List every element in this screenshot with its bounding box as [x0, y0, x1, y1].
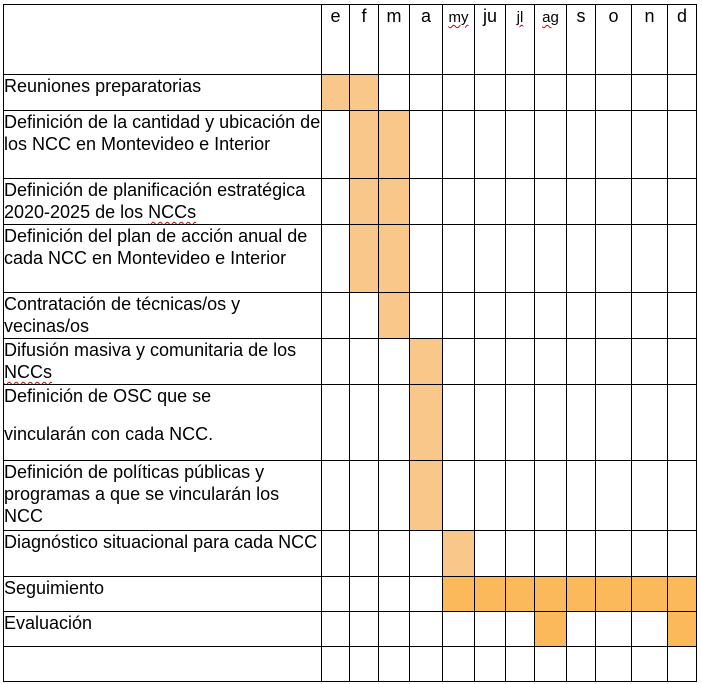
month-cell [567, 293, 596, 339]
month-cell [322, 577, 350, 612]
month-cell [632, 339, 668, 385]
month-cell [443, 647, 475, 682]
month-cell [668, 339, 697, 385]
month-cell [410, 111, 443, 179]
month-cell [443, 461, 475, 531]
month-cell [668, 385, 697, 461]
month-cell [506, 225, 535, 293]
month-cell [596, 179, 632, 225]
month-header: ju [475, 5, 506, 75]
activity-name-text: Contratación de técnicas/os y vecinas/os [4, 294, 241, 336]
schedule-table [3, 4, 697, 682]
month-cell [506, 647, 535, 682]
month-cell [567, 339, 596, 385]
month-cell [443, 225, 475, 293]
month-cell [632, 385, 668, 461]
month-cell [475, 111, 506, 179]
month-cell [596, 111, 632, 179]
activity-name-text: Reuniones preparatorias [4, 76, 202, 96]
month-cell [443, 111, 475, 179]
activity-row [4, 612, 697, 647]
month-cell [596, 225, 632, 293]
month-cell [410, 531, 443, 577]
month-cell [632, 179, 668, 225]
activity-row [4, 577, 697, 612]
activity-row [4, 293, 697, 339]
active-month-cell [668, 577, 697, 612]
activity-row [4, 461, 697, 531]
activity-name-cell [4, 385, 322, 461]
month-cell [322, 461, 350, 531]
month-cell [535, 179, 567, 225]
month-cell [379, 385, 410, 461]
activity-name-cell [4, 461, 322, 531]
month-cell [443, 612, 475, 647]
activity-name-cell [4, 225, 322, 293]
month-cell [567, 75, 596, 111]
month-cell [668, 75, 697, 111]
month-cell [596, 461, 632, 531]
activity-name-cell [4, 75, 322, 111]
month-cell [567, 179, 596, 225]
activity-name-text: vincularán con cada NCC. [4, 424, 214, 444]
active-month-cell [379, 179, 410, 225]
activity-row [4, 531, 697, 577]
month-cell [506, 385, 535, 461]
month-cell [632, 647, 668, 682]
month-cell [443, 75, 475, 111]
activity-name-cell [4, 612, 322, 647]
month-cell [535, 225, 567, 293]
month-cell [475, 385, 506, 461]
activity-name-text: Definición del plan de acción anual de cada NCC en Montevideo e Interior [4, 226, 308, 268]
active-month-cell [379, 293, 410, 339]
activity-name-text: NCCs [4, 362, 52, 382]
month-cell [475, 531, 506, 577]
active-month-cell [350, 111, 379, 179]
active-month-cell [379, 225, 410, 293]
activity-row [4, 647, 697, 682]
month-cell [506, 75, 535, 111]
active-month-cell [535, 612, 567, 647]
activity-name-text: Definición de la cantidad y ubicación de los NCC en Montevideo e Interior [4, 112, 321, 154]
activity-row [4, 339, 697, 385]
activity-name-text: Definición de planificación estratégica 2020-2025 de los [4, 180, 306, 222]
activity-name-text: Seguimiento [4, 578, 105, 598]
month-cell [632, 293, 668, 339]
activity-row [4, 75, 697, 111]
active-month-cell [410, 339, 443, 385]
active-month-cell [475, 577, 506, 612]
month-cell [379, 612, 410, 647]
month-cell [379, 461, 410, 531]
month-header: f [350, 5, 379, 75]
month-cell [322, 293, 350, 339]
month-cell [443, 179, 475, 225]
month-cell [350, 577, 379, 612]
month-cell [443, 293, 475, 339]
active-month-cell [322, 75, 350, 111]
month-cell [410, 612, 443, 647]
active-month-cell [668, 612, 697, 647]
header-blank-cell [4, 5, 322, 75]
activity-name-cell [4, 647, 322, 682]
month-cell [475, 647, 506, 682]
month-cell [535, 531, 567, 577]
month-cell [379, 577, 410, 612]
active-month-cell [350, 225, 379, 293]
month-cell [322, 385, 350, 461]
month-cell [567, 461, 596, 531]
month-cell [567, 612, 596, 647]
month-cell [596, 647, 632, 682]
month-cell [668, 647, 697, 682]
month-cell [535, 339, 567, 385]
month-cell [596, 293, 632, 339]
month-cell [322, 647, 350, 682]
month-cell [535, 293, 567, 339]
active-month-cell [443, 531, 475, 577]
month-cell [475, 225, 506, 293]
activity-row [4, 385, 697, 461]
month-cell [410, 647, 443, 682]
month-cell [350, 461, 379, 531]
month-cell [632, 612, 668, 647]
month-header: a [410, 5, 443, 75]
active-month-cell [350, 179, 379, 225]
month-cell [506, 293, 535, 339]
active-month-cell [535, 577, 567, 612]
active-month-cell [567, 577, 596, 612]
month-cell [567, 531, 596, 577]
month-header: my [443, 5, 475, 75]
month-cell [535, 75, 567, 111]
month-cell [632, 225, 668, 293]
month-cell [506, 339, 535, 385]
month-cell [350, 293, 379, 339]
month-cell [668, 531, 697, 577]
month-cell [410, 293, 443, 339]
month-cell [475, 612, 506, 647]
month-header: o [596, 5, 632, 75]
activity-name-text: NCCs [148, 202, 197, 222]
active-month-cell [410, 461, 443, 531]
month-cell [322, 111, 350, 179]
activity-row [4, 111, 697, 179]
activity-name-cell [4, 531, 322, 577]
activity-name-cell [4, 339, 322, 385]
month-cell [567, 647, 596, 682]
month-cell [506, 531, 535, 577]
month-cell [322, 612, 350, 647]
month-header-row [4, 5, 697, 75]
month-cell [350, 339, 379, 385]
month-cell [668, 225, 697, 293]
month-cell [379, 647, 410, 682]
month-cell [410, 577, 443, 612]
month-header: s [567, 5, 596, 75]
active-month-cell [350, 75, 379, 111]
activity-name-text: Definición de OSC que se [4, 386, 212, 406]
activity-name-text: Definición de políticas públicas y programas a que se vincularán los NCC [4, 462, 280, 526]
month-cell [668, 179, 697, 225]
activity-name-cell [4, 111, 322, 179]
active-month-cell [443, 577, 475, 612]
month-cell [322, 531, 350, 577]
month-header: jl [506, 5, 535, 75]
activity-name-cell [4, 293, 322, 339]
month-cell [567, 225, 596, 293]
month-cell [350, 531, 379, 577]
month-cell [567, 111, 596, 179]
month-cell [506, 461, 535, 531]
month-cell [535, 111, 567, 179]
activity-name-cell [4, 179, 322, 225]
month-cell [475, 293, 506, 339]
month-cell [596, 531, 632, 577]
active-month-cell [632, 577, 668, 612]
month-cell [506, 111, 535, 179]
month-cell [506, 179, 535, 225]
month-cell [535, 385, 567, 461]
activity-name-text: Diagnóstico situacional para cada NCC [4, 532, 318, 552]
month-cell [668, 111, 697, 179]
month-cell [567, 385, 596, 461]
month-cell [632, 75, 668, 111]
month-cell [410, 225, 443, 293]
month-cell [535, 461, 567, 531]
month-cell [350, 385, 379, 461]
month-cell [410, 179, 443, 225]
month-cell [379, 339, 410, 385]
month-header: e [322, 5, 350, 75]
activity-name-cell [4, 577, 322, 612]
month-cell [410, 75, 443, 111]
activity-name-text: Evaluación [4, 613, 93, 633]
month-cell [596, 339, 632, 385]
month-cell [596, 75, 632, 111]
month-cell [379, 531, 410, 577]
month-cell [632, 461, 668, 531]
month-cell [596, 385, 632, 461]
month-cell [350, 647, 379, 682]
active-month-cell [410, 385, 443, 461]
month-cell [322, 179, 350, 225]
month-cell [322, 339, 350, 385]
active-month-cell [379, 111, 410, 179]
month-cell [443, 339, 475, 385]
month-header: d [668, 5, 697, 75]
month-cell [322, 225, 350, 293]
activity-row [4, 225, 697, 293]
month-cell [668, 293, 697, 339]
activity-name-text: Difusión masiva y comunitaria de los [4, 340, 297, 360]
month-cell [443, 385, 475, 461]
month-cell [668, 461, 697, 531]
month-cell [632, 531, 668, 577]
month-cell [632, 111, 668, 179]
month-cell [535, 647, 567, 682]
month-cell [475, 179, 506, 225]
month-cell [596, 612, 632, 647]
active-month-cell [596, 577, 632, 612]
month-cell [506, 612, 535, 647]
activity-row [4, 179, 697, 225]
month-cell [350, 612, 379, 647]
active-month-cell [506, 577, 535, 612]
month-header: ag [535, 5, 567, 75]
month-cell [475, 339, 506, 385]
month-cell [475, 75, 506, 111]
month-header: m [379, 5, 410, 75]
month-cell [475, 461, 506, 531]
month-cell [379, 75, 410, 111]
month-header: n [632, 5, 668, 75]
schedule-body [4, 5, 697, 682]
